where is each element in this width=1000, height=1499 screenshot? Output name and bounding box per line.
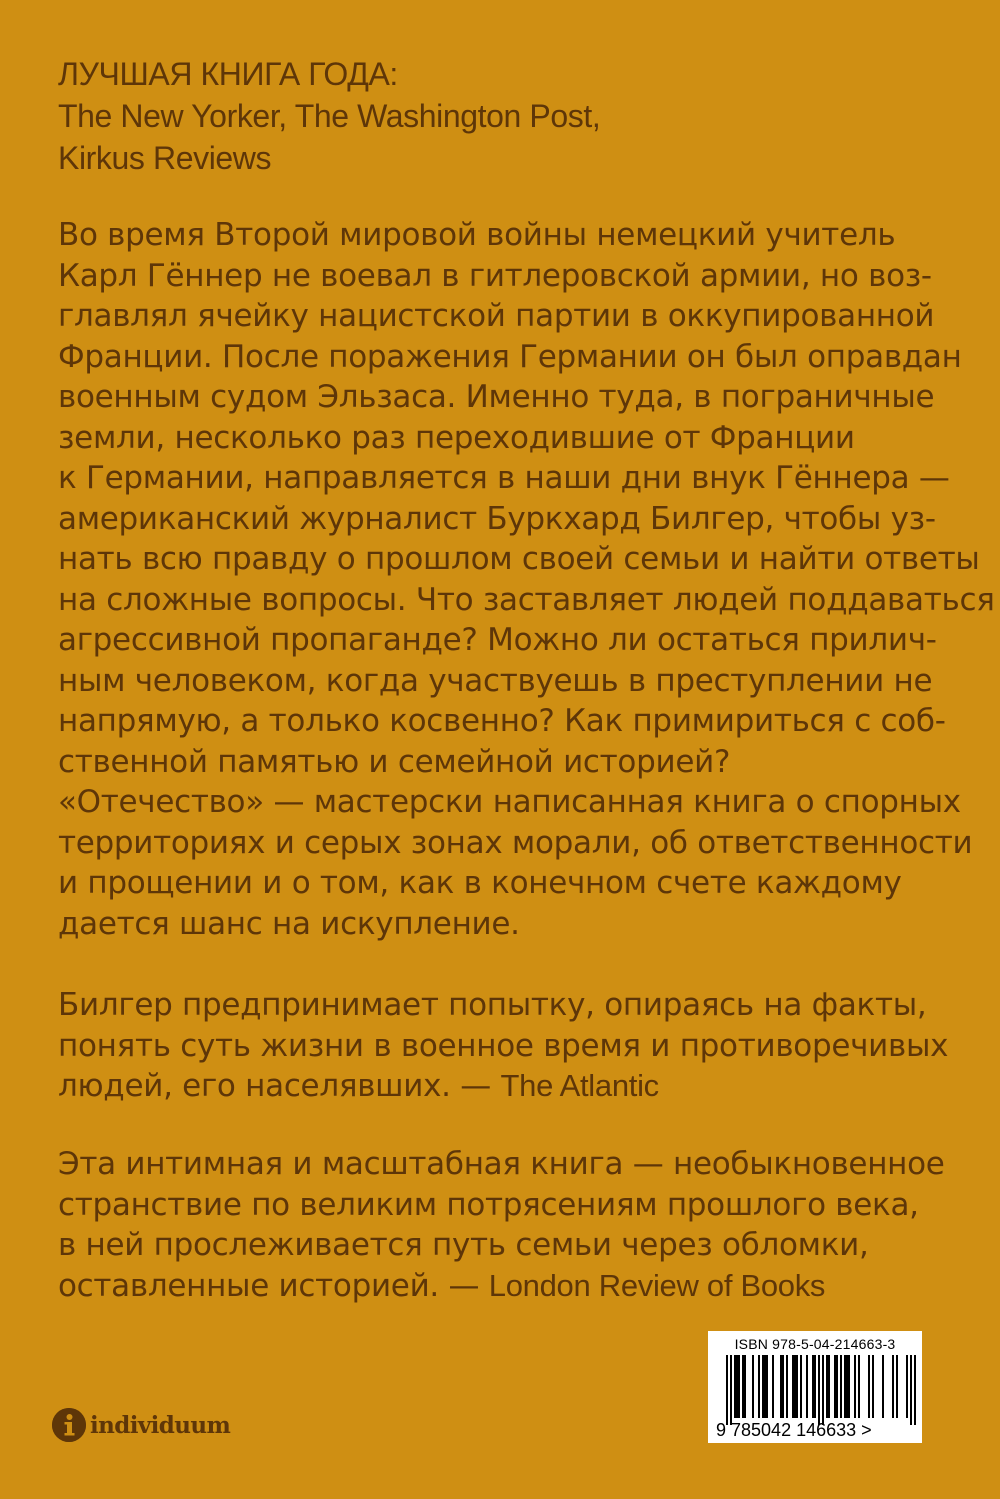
- publisher-mark: [52, 1407, 230, 1443]
- description-line: и прощении и о том, как в конечном счете каждому: [58, 865, 902, 901]
- description-line: нать всю правду о прошлом своей семьи и найти ответы: [58, 541, 980, 577]
- barcode-bar: [752, 1355, 754, 1418]
- book-description: [58, 215, 995, 944]
- barcode-guard-bar: [910, 1355, 912, 1425]
- barcode-bar: [772, 1355, 774, 1418]
- quote-line-last: [58, 1266, 945, 1307]
- publisher-name: individuum: [90, 1411, 231, 1439]
- barcode-bar: [858, 1355, 860, 1418]
- description-line: американский журналист Буркхард Билгер, чтобы уз-: [58, 500, 936, 537]
- barcode-bar: [766, 1355, 768, 1418]
- barcode-bar: [792, 1355, 794, 1418]
- barcode-bar: [742, 1355, 744, 1418]
- barcode-bar: [812, 1355, 814, 1418]
- barcode-bar: [744, 1355, 746, 1418]
- barcode-bar: [814, 1355, 816, 1418]
- barcode-bar: [828, 1355, 830, 1418]
- quote-source: The Atlantic: [500, 1068, 659, 1103]
- barcode-bar: [762, 1355, 764, 1418]
- description-line: территориях и серых зонах морали, об ответственности: [58, 824, 973, 861]
- barcode-bar: [794, 1355, 796, 1418]
- barcode-bar: [782, 1355, 784, 1418]
- awards-publications-line: The New Yorker, The Washington Post,: [58, 98, 601, 134]
- description-line: на сложные вопросы. Что заставляет людей поддаваться: [58, 581, 995, 618]
- description-line: Во время Второй мировой войны немецкий учитель: [58, 217, 896, 253]
- barcode-bar: [834, 1355, 836, 1418]
- barcode-bar: [796, 1355, 798, 1418]
- description-line: ным человеком, когда участвуешь в преступлении не: [58, 662, 933, 699]
- description-line: военным судом Эльзаса. Именно туда, в пограничные: [58, 379, 935, 415]
- barcode-bar: [848, 1355, 850, 1418]
- barcode-digits: 9 785042 146633 >: [716, 1420, 872, 1440]
- barcode-bar: [896, 1355, 898, 1418]
- description-line: ственной памятью и семейной историей?: [58, 743, 731, 780]
- barcode-bar: [734, 1355, 736, 1418]
- individuum-logo-icon: [52, 1408, 86, 1442]
- barcode-bar: [736, 1355, 738, 1418]
- quote-line: Билгер предпринимает попытку, опираясь на факты,: [58, 987, 927, 1023]
- quote-source: London Review of Books: [488, 1267, 826, 1303]
- description-line: дается шанс на искупление.: [58, 905, 520, 942]
- barcode-bar: [846, 1355, 848, 1418]
- barcode-bar: [780, 1355, 782, 1418]
- quote-line: Эта интимная и масштабная книга — необыкновенное: [58, 1146, 945, 1182]
- barcode-bar: [806, 1355, 808, 1418]
- awards-title: ЛУЧШАЯ КНИГА ГОДА:: [58, 56, 398, 92]
- review-quote-atlantic: [58, 985, 948, 1107]
- barcode-bar: [826, 1355, 828, 1418]
- barcode-bar: [882, 1355, 884, 1418]
- review-quote-lrb: [58, 1144, 945, 1306]
- barcode-bar: [906, 1355, 908, 1418]
- barcode-guard-bar: [818, 1355, 820, 1425]
- barcode-bar: [738, 1355, 740, 1418]
- isbn-barcode: [708, 1331, 922, 1443]
- quote-line: в ней прослеживается путь семьи через обломки,: [58, 1227, 869, 1263]
- description-line: «Отечество» — мастерски написанная книга о спорных: [58, 784, 961, 820]
- barcode-bar: [840, 1355, 842, 1418]
- barcode-bar: [836, 1355, 838, 1418]
- barcode-guard-bar: [914, 1355, 916, 1425]
- description-line: к Германии, направляется в наши дни внук Гённера —: [58, 460, 950, 496]
- quote-text: оставленные историей. —: [58, 1267, 489, 1304]
- barcode-bar: [786, 1355, 788, 1418]
- barcode-guard-bar: [726, 1355, 728, 1425]
- description-line: Карл Гённер не воевал в гитлеровской армии, но воз-: [58, 257, 932, 294]
- description-line: напрямую, а только косвенно? Как примириться с соб-: [58, 703, 946, 739]
- description-line: главлял ячейку нацистской партии в оккупированной: [58, 298, 935, 334]
- quote-line-last: [58, 1066, 948, 1107]
- barcode-guard-bar: [822, 1355, 824, 1425]
- barcode-guard-bar: [730, 1355, 732, 1425]
- barcode-bar: [758, 1355, 760, 1418]
- isbn-label: ISBN 978-5-04-214663-3: [734, 1336, 896, 1352]
- description-line: Франции. После поражения Германии он был оправдан: [58, 338, 962, 375]
- quote-line: странствие по великим потрясениям прошлого века,: [58, 1186, 919, 1223]
- awards-publications-line: Kirkus Reviews: [58, 140, 272, 176]
- barcode-bar: [868, 1355, 870, 1418]
- quote-text: людей, его населявших. —: [58, 1068, 501, 1104]
- barcode-bar: [854, 1355, 856, 1418]
- barcode-bar: [764, 1355, 766, 1418]
- awards-heading: [58, 53, 600, 179]
- barcode-bar: [872, 1355, 874, 1418]
- quote-line: понять суть жизни в военное время и противоречивых: [58, 1027, 949, 1064]
- barcode-bar: [844, 1355, 846, 1418]
- description-line: агрессивной пропаганде? Можно ли остаться прилич-: [58, 622, 937, 658]
- barcode-bar: [800, 1355, 802, 1418]
- description-line: земли, несколько раз переходившие от Франции: [58, 419, 855, 456]
- barcode-bar: [892, 1355, 894, 1418]
